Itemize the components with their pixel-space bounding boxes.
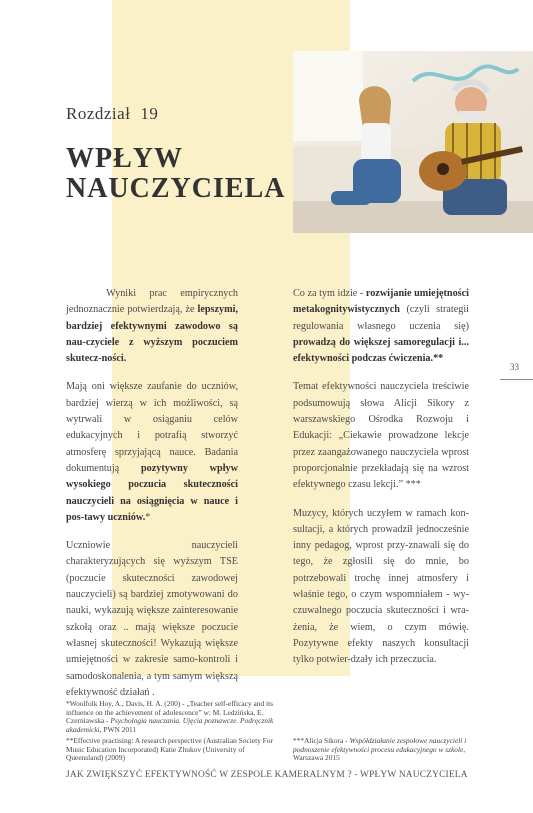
italic-text: Współdziałanie zespołowe nauczycieli i podnoszenie efektywności procesu edukacyjnego w szkole (293, 736, 467, 754)
left-column (66, 286, 238, 713)
page-number: 33 (510, 362, 519, 372)
title-line-2: NAUCZYCIELA (66, 173, 286, 204)
bold-text: rozwijanie umiejętności metakognitywistycznych (293, 288, 469, 316)
paragraph (66, 286, 238, 367)
footnote-marker: ** (433, 353, 444, 365)
bold-text: pozytywny wpływ wysokiego poczucia skuteczności nauczycieli na osiągnięcia w nauce i pos-tawy uczniów. (66, 462, 238, 523)
footnote-marker: * (145, 511, 151, 523)
chapter-number: 19 (140, 104, 159, 123)
text: Wyniki prac empirycznych jednoznacznie potwierdzają, że (66, 288, 238, 316)
footnote-1 (66, 700, 281, 734)
text: Mają oni większe zaufanie do uczniów, bardziej wierzą w ich możliwości, są wytrwali w osiąganiu celów edukacyjnych i potrafią stworzyć atmosferę sprzyjającą nauce. Badania dokumentują (66, 381, 238, 474)
text: , Warszawa 2015 (293, 744, 466, 763)
text: ***Alicja Sikora - (293, 736, 350, 745)
paragraph (293, 506, 469, 669)
paragraph (66, 379, 238, 526)
paragraph (293, 379, 469, 493)
text: *Woolfolk Hoy, A., Davis, H. A. (200) - „Teacher self-efficacy and its influence on the achievement of adolescence” w: M. Ledzińska, E. Czerniawska - (66, 699, 273, 726)
text: Co za tym idzie - (293, 288, 366, 299)
bold-text: prowadzą do większej samoregulacji i... efektywności podczas ćwiczenia. (293, 336, 469, 365)
right-column (293, 286, 469, 681)
title-line-1: WPŁYW (66, 143, 183, 174)
text: Temat efektywności nauczyciela treściwie podsumowują słowa Alicji Sikory z warszawskiego Ośrodka Rozwoju i Edukacji: „Ciekawie prowadzone lekcje przez zaangażowanego nauczyciela wprost proporcjonalnie przekładają się na wzrost efektywnego czasu lekcji.” *** (293, 381, 469, 491)
chapter-label: Rozdział (66, 104, 131, 123)
footnote-2: **Effective practising: A research perspective (Australian Society For Music Education Incorporated) Katie Zhukov (University of Queensland) (2009) (66, 736, 273, 763)
footnote-3 (293, 737, 473, 763)
text: , PWN 2011 (99, 724, 137, 734)
running-footer: JAK ZWIĘKSZYĆ EFEKTYWNOŚĆ W ZESPOLE KAMERALNYM ? - WPŁYW NAUCZYCIELA (66, 770, 468, 780)
paragraph (66, 538, 238, 701)
chapter-heading (66, 104, 158, 124)
page-number-rule (500, 379, 533, 380)
paragraph (293, 286, 469, 367)
italic-text: Psychologia nauczania. Ujęcia poznawcze. Podręcznik akademicki (66, 716, 274, 734)
page-title (66, 144, 285, 204)
text: Muzycy, których uczyłem w ramach kon-sultacji, a których prowadził jednocześnie inny pedagog, wprost przy-znawali się do tego, że zgłosili się do mnie, bo potrzebowali trochę innej atmosfery i właśnie tego, o czym wspomniałem - wy-czuwalnego poczucia skuteczności i wra-żenia, że wiem, o czym mówię. Pozytywne efekty naszych konsultacji tylko potwier-dzały ich przeczucia. (293, 507, 469, 666)
photo-teacher-guitar (293, 51, 533, 233)
text: (czyli strategii regulowania własnego uczenia się) (293, 304, 469, 332)
bold-text: lepszymi, bardziej efektywnymi zawodowo są nau-czyciele z wyższym poczuciem skutecz-ności. (66, 304, 238, 365)
text: Uczniowie nauczycieli charakteryzujących się wyższym TSE (poczucie skuteczności zawodowej nauczycieli) są bardziej zmotywowani do nauki, wykazują większe zainteresowanie szkołą oraz .. mają większe poczucie własnej skuteczności! Wykazują większe umiejętności w zakresie samo-kontroli i samodoskonalenia, a tym samym większą efektywność działań . (66, 540, 238, 698)
